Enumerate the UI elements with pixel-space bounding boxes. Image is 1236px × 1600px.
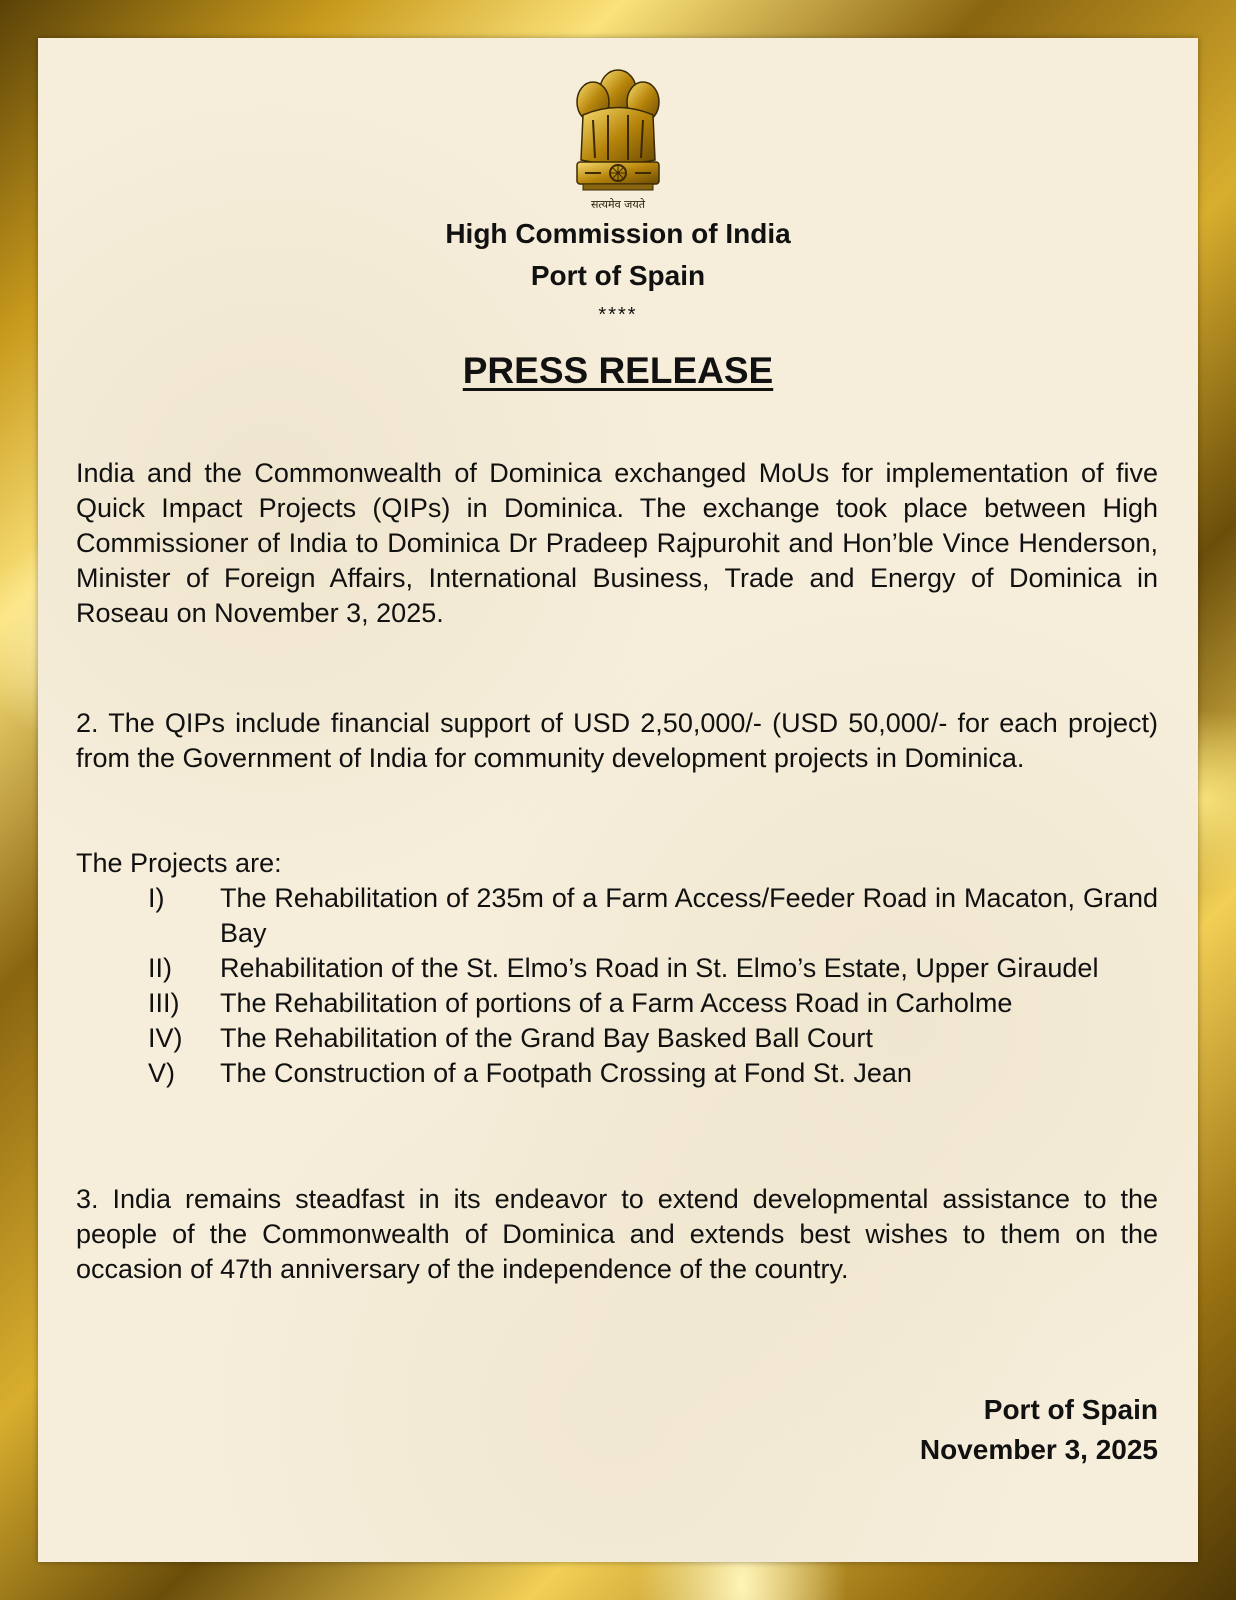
- projects-list: [76, 881, 1158, 1091]
- list-item: [76, 986, 1158, 1021]
- press-release-page: [38, 38, 1198, 1562]
- page-title: PRESS RELEASE: [462, 350, 774, 391]
- national-emblem-icon: [563, 60, 673, 215]
- emblem-motto: सत्यमेव जयते: [590, 198, 646, 211]
- list-item-number: I): [148, 883, 165, 913]
- paragraph-2: 2. The QIPs include financial support of USD 2,50,000/- (USD 50,000/- for each project) from the Government of India for community development projects in Dominica.: [76, 708, 1158, 773]
- list-item-number: III): [148, 988, 180, 1018]
- list-item-text: The Rehabilitation of portions of a Farm Access Road in Carholme: [220, 988, 1013, 1018]
- paragraph-3: 3. India remains steadfast in its endeavor to extend developmental assistance to the people of the Commonwealth of Dominica and extends best wishes to them on the occasion of 47th anniversary of the independence of the country.: [76, 1184, 1158, 1284]
- organization-location: Port of Spain: [530, 260, 706, 291]
- signature-date: November 3, 2025: [919, 1434, 1158, 1465]
- list-item-number: V): [148, 1058, 175, 1088]
- list-item-text: Rehabilitation of the St. Elmo’s Road in St. Elmo’s Estate, Upper Giraudel: [220, 953, 1099, 983]
- list-item-text: The Rehabilitation of 235m of a Farm Access/Feeder Road in Macaton, Grand Bay: [220, 883, 1158, 948]
- organization-name: High Commission of India: [445, 218, 791, 249]
- list-item: [76, 1056, 1158, 1091]
- list-item: [76, 881, 1158, 951]
- list-item-text: The Construction of a Footpath Crossing at Fond St. Jean: [220, 1058, 912, 1088]
- list-item: [76, 1021, 1158, 1056]
- list-item-text: The Rehabilitation of the Grand Bay Basked Ball Court: [220, 1023, 873, 1053]
- list-item: [76, 951, 1158, 986]
- header-separator: ****: [598, 304, 638, 326]
- signature-place: Port of Spain: [983, 1394, 1158, 1425]
- list-item-number: IV): [148, 1023, 183, 1053]
- paragraph-1: India and the Commonwealth of Dominica exchanged MoUs for implementation of five Quick Impact Projects (QIPs) in Dominica. The exchange took place between High Commissioner of India to Dominica Dr Pradeep Rajpurohit and Hon’ble Vince Henderson, Minister of Foreign Affairs, International Business, Trade and Energy of Dominica in Roseau on November 3, 2025.: [76, 458, 1158, 628]
- projects-intro: The Projects are:: [76, 848, 282, 878]
- list-item-number: II): [148, 953, 172, 983]
